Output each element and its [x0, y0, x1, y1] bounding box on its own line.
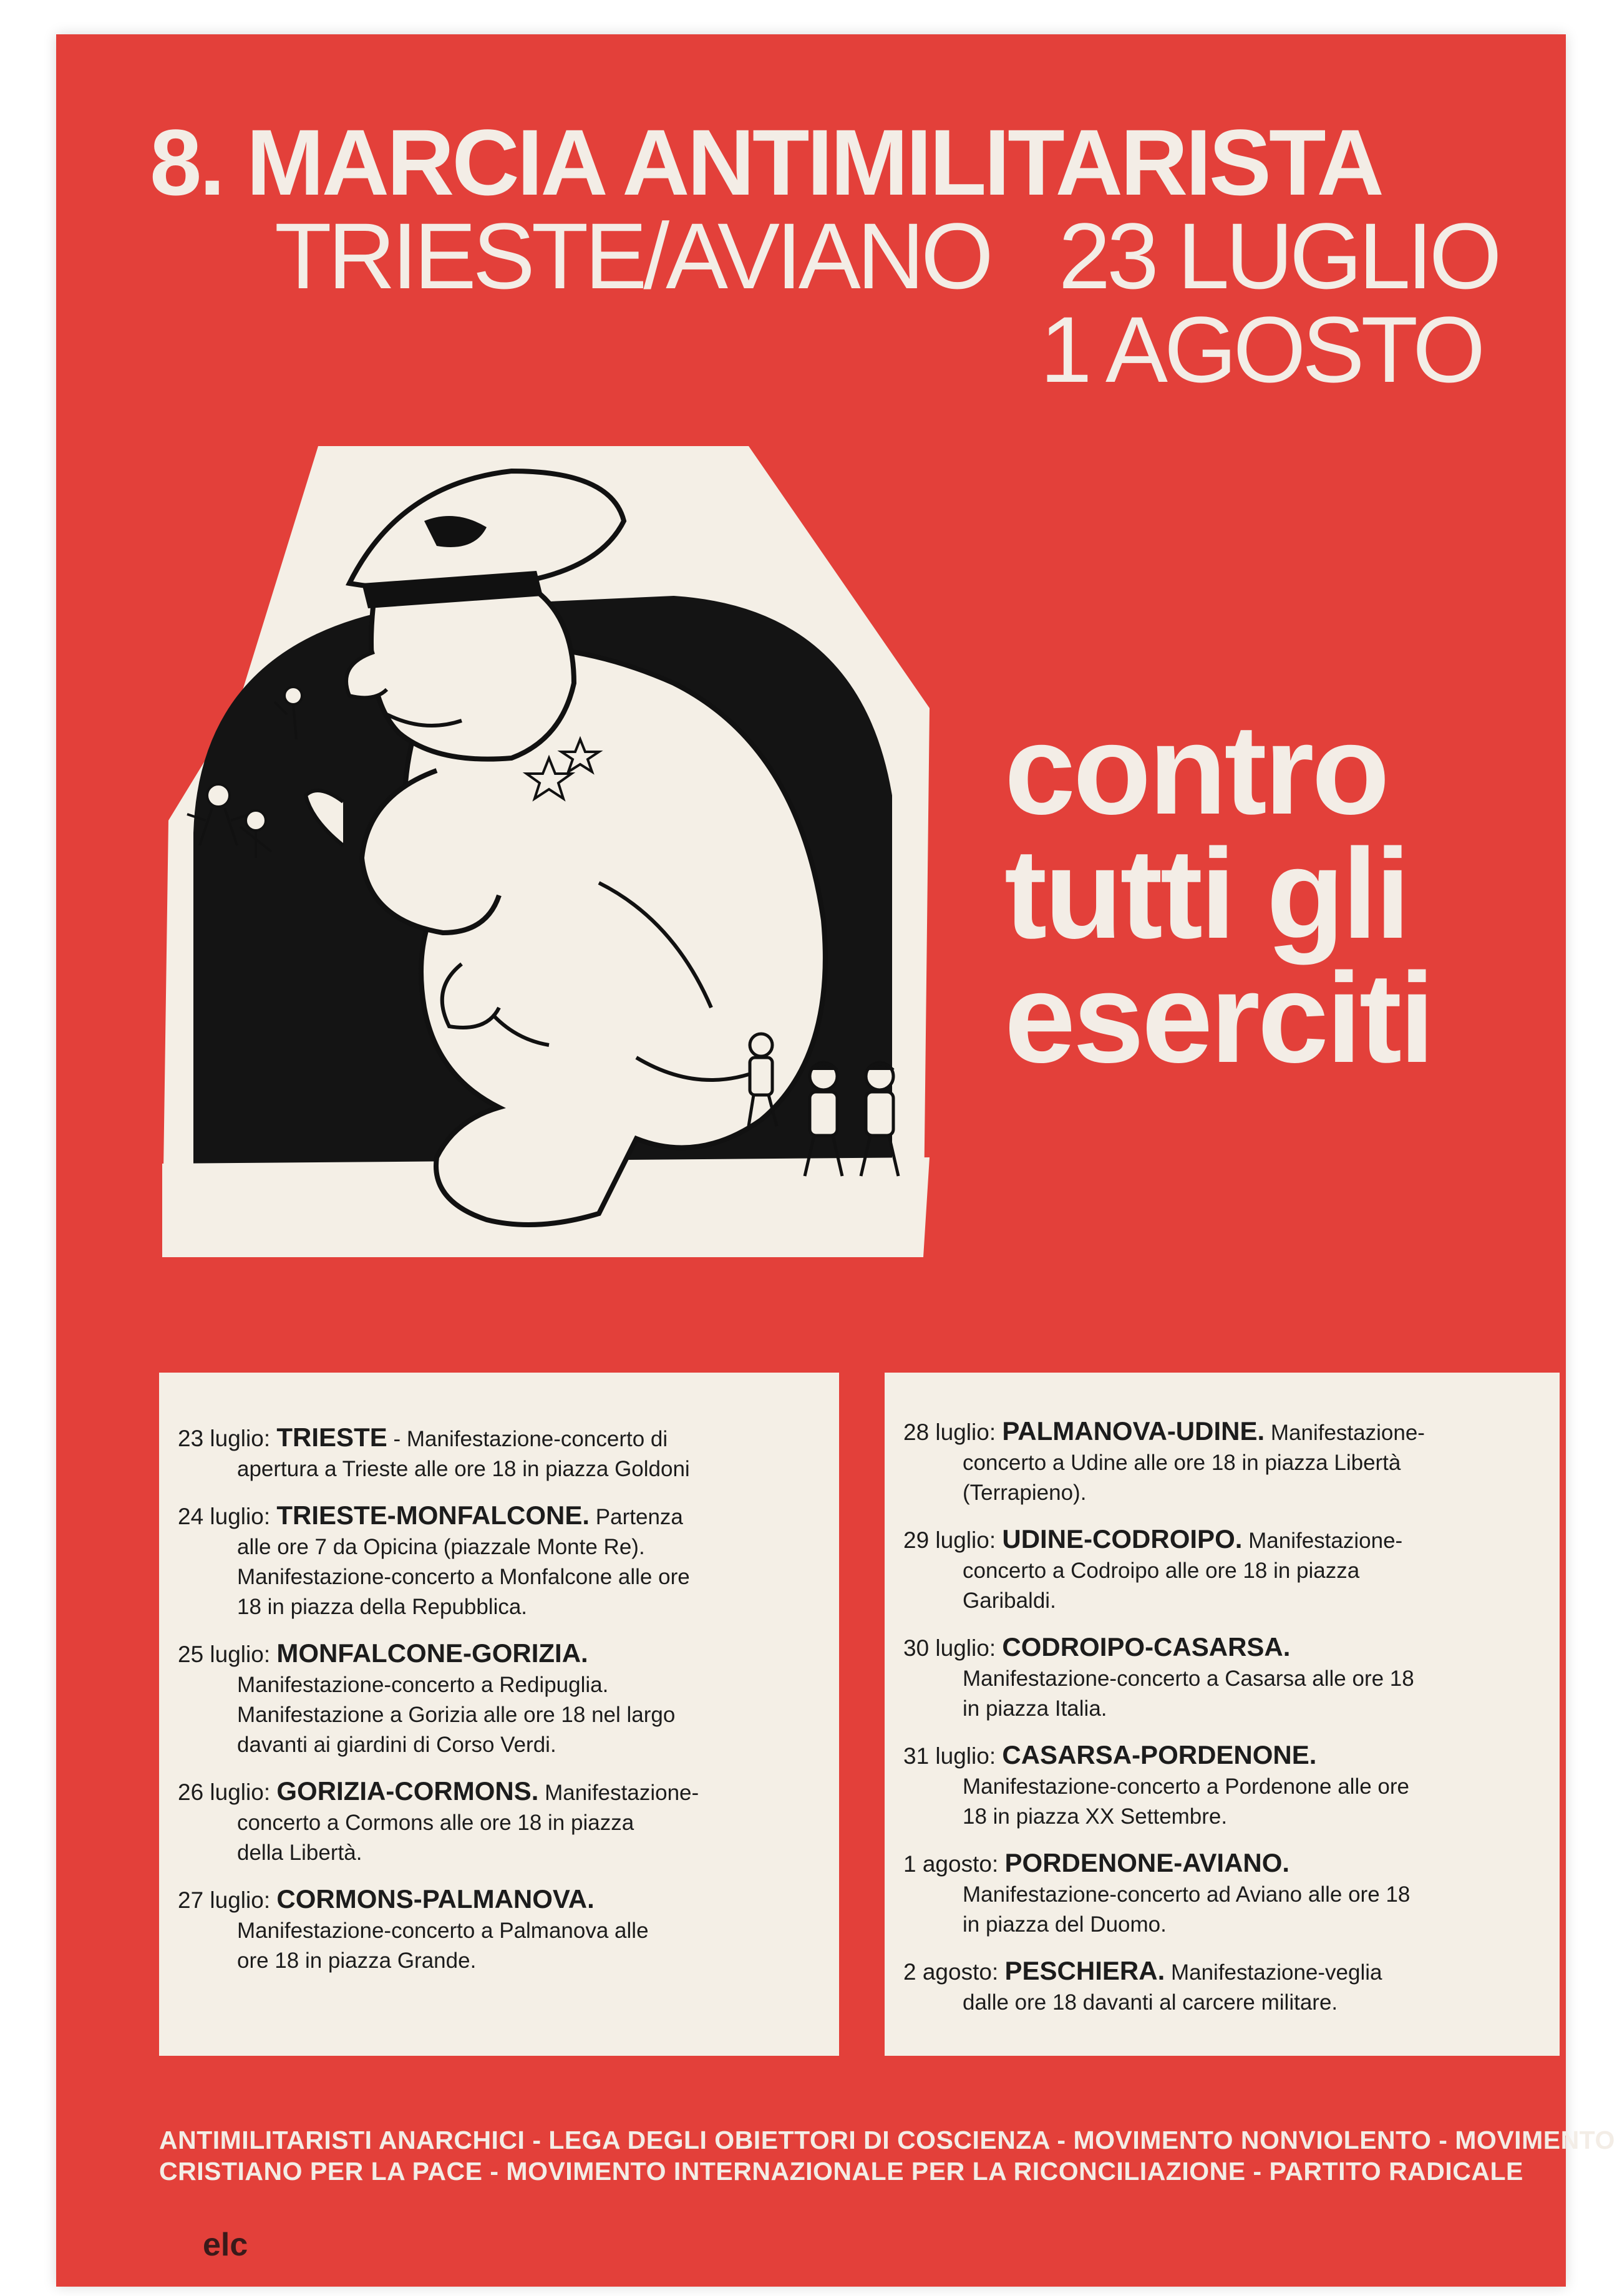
title-route-line	[150, 203, 1553, 308]
organizers-line-1: ANTIMILITARISTI ANARCHICI - LEGA DEGLI OBIETTORI DI COSCIENZA - MOVIMENTO NONVIOLENTO - MOVIMENTO	[159, 2126, 1615, 2154]
schedule-date: 24 luglio:	[178, 1504, 277, 1529]
schedule-date: 26 luglio:	[178, 1779, 277, 1805]
organizers-footer	[159, 2124, 1615, 2187]
title-date-end: 1 AGOSTO	[1040, 297, 1482, 402]
schedule-description: concerto a Udine alle ore 18 in piazza Libertà (Terrapieno).	[963, 1451, 1401, 1505]
schedule-description: Manifestazione-concerto a Redipuglia. Manifestazione a Gorizia alle ore 18 nel largo davanti ai giardini di Corso Verdi.	[237, 1673, 676, 1757]
schedule-description-start: Manifestazione-	[1242, 1529, 1403, 1553]
schedule-description-start: Partenza	[590, 1505, 683, 1529]
schedule-date: 30 luglio:	[903, 1635, 1003, 1661]
schedule-description: concerto a Codroipo alle ore 18 in piazza Garibaldi.	[963, 1559, 1360, 1613]
schedule-date: 23 luglio:	[178, 1426, 277, 1451]
schedule-route: GORIZIA-CORMONS.	[276, 1776, 539, 1806]
schedule-entry	[178, 1776, 814, 1868]
schedule-date: 1 agosto:	[903, 1851, 1005, 1877]
schedule-entry	[903, 1632, 1541, 1724]
schedule-right-panel	[885, 1373, 1560, 2056]
schedule-description-start: Manifestazione-	[1265, 1421, 1425, 1445]
schedule-entry	[903, 1956, 1541, 2018]
schedule-entry	[178, 1884, 814, 1976]
schedule-route: CODROIPO-CASARSA.	[1002, 1632, 1291, 1661]
slogan-line-1: contro	[1004, 698, 1387, 841]
title-block	[150, 110, 1553, 402]
title-route: TRIESTE/AVIANO	[274, 203, 990, 308]
schedule-description-start: - Manifestazione-concerto di	[387, 1427, 668, 1451]
title-date-start: 23 LUGLIO	[1058, 203, 1498, 308]
schedule-entry	[903, 1740, 1541, 1832]
schedule-date: 25 luglio:	[178, 1642, 277, 1667]
schedule-entry	[903, 1524, 1541, 1616]
schedule-route: UDINE-CODROIPO.	[1002, 1524, 1243, 1554]
printer-mark	[159, 2227, 248, 2284]
schedule-entry	[903, 1416, 1541, 1508]
slogan-line-3: eserciti	[1004, 946, 1433, 1089]
schedule-route: PESCHIERA.	[1004, 1956, 1165, 1985]
general-caricature-illustration	[162, 446, 967, 1276]
schedule-route: TRIESTE	[276, 1423, 387, 1452]
slogan	[1004, 698, 1433, 1089]
schedule-description: dalle ore 18 davanti al carcere militare.	[963, 1990, 1338, 2015]
schedule-date: 28 luglio:	[903, 1419, 1003, 1445]
schedule-entry	[178, 1638, 814, 1760]
schedule-date: 29 luglio:	[903, 1527, 1003, 1553]
schedule-left-panel	[159, 1373, 839, 2056]
organizers-line-2: CRISTIANO PER LA PACE - MOVIMENTO INTERNAZIONALE PER LA RICONCILIAZIONE - PARTITO RADICALE	[159, 2157, 1523, 2186]
schedule-description: concerto a Cormons alle ore 18 in piazza della Libertà.	[237, 1811, 634, 1865]
schedule-route: MONFALCONE-GORIZIA.	[276, 1638, 588, 1668]
schedule-route: CORMONS-PALMANOVA.	[276, 1884, 595, 1914]
schedule-description: Manifestazione-concerto a Pordenone alle ore 18 in piazza XX Settembre.	[963, 1774, 1409, 1829]
schedule-route: PORDENONE-AVIANO.	[1004, 1848, 1290, 1877]
poster	[56, 34, 1615, 2287]
schedule-description: apertura a Trieste alle ore 18 in piazza Goldoni	[237, 1457, 690, 1481]
schedule-date: 2 agosto:	[903, 1959, 1005, 1985]
schedule-description: Manifestazione-concerto ad Aviano alle ore 18 in piazza del Duomo.	[963, 1882, 1411, 1937]
title-main: 8. MARCIA ANTIMILITARISTA	[150, 110, 1382, 215]
schedule-description-start: Manifestazione-	[538, 1781, 699, 1805]
schedule-route: PALMANOVA-UDINE.	[1002, 1416, 1265, 1446]
schedule-description: Manifestazione-concerto a Casarsa alle ore 18 in piazza Italia.	[963, 1666, 1414, 1721]
schedule-route: TRIESTE-MONFALCONE.	[276, 1501, 590, 1530]
schedule-date: 27 luglio:	[178, 1887, 277, 1913]
schedule-description: alle ore 7 da Opicina (piazzale Monte Re). Manifestazione-concerto a Monfalcone alle ore 18 in piazza della Repubblica.	[237, 1535, 690, 1619]
printer-logo: elc	[203, 2227, 248, 2263]
schedule-route: CASARSA-PORDENONE.	[1002, 1740, 1317, 1769]
schedule-date: 31 luglio:	[903, 1743, 1003, 1769]
slogan-line-2: tutti gli	[1004, 822, 1409, 965]
schedule-description-start: Manifestazione-veglia	[1165, 1960, 1382, 1985]
schedule-entry	[903, 1848, 1541, 1940]
schedule-description: Manifestazione-concerto a Palmanova alle ore 18 in piazza Grande.	[237, 1919, 649, 1973]
schedule-entry	[178, 1423, 814, 1484]
schedule-entry	[178, 1501, 814, 1622]
